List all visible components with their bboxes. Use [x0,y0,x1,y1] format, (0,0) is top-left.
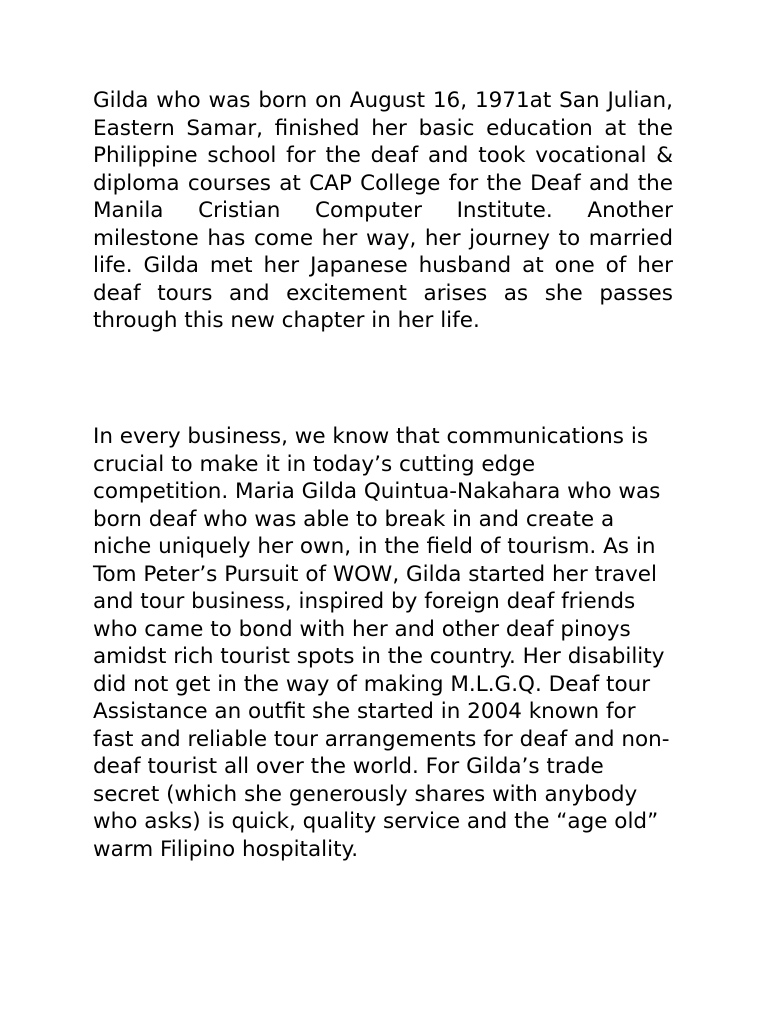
paragraph-business: In every business, we know that communications is crucial to make it in today’s cutting edge competition. Maria Gilda Quintua-Nakahara who was born deaf who was able to break in and create a niche uniquely her own, in the field of tourism. As in Tom Peter’s Pursuit of WOW, Gilda started her travel and tour business, inspired by foreign deaf friends who came to bond with her and other deaf pinoys amidst rich tourist spots in the country. Her disability did not get in the way of making M.L.G.Q. Deaf tour Assistance an outfit she started in 2004 known for fast and reliable tour arrangements for deaf and non-deaf tourist all over the world. For Gilda’s trade secret (which she generously shares with anybody who asks) is quick, quality service and the “age old” warm Filipino hospitality. [93,424,670,862]
paragraph-biography: Gilda who was born on August 16, 1971at San Julian, Eastern Samar, finished her basic education at the Philippine school for the deaf and took vocational & diploma courses at CAP College for the Deaf and the Manila Cristian Computer Institute. Another milestone has come her way, her journey to married life. Gilda met her Japanese husband at one of her deaf tours and excitement arises as she passes through this new chapter in her life. [93,88,673,333]
